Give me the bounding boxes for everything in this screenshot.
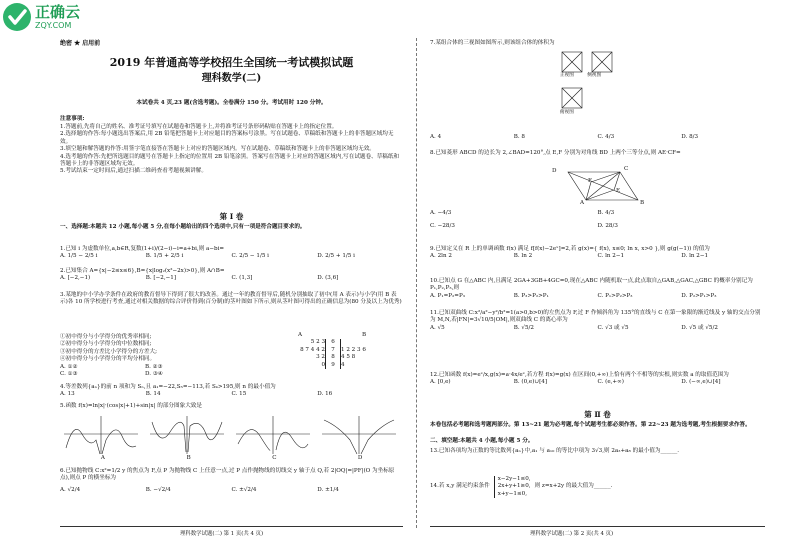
q9-stem: 9.已知定义在 R 上的单调函数 f(x) 满足 f[f(x)−2eˣ]=2,若 g(x)={ f(x), x≤0; ln x, x>0 },则 g(g(−1)) 的值为	[430, 246, 710, 252]
q5-graph-labels	[60, 455, 403, 462]
q12-option-c: C. (e,+∞)	[597, 379, 624, 386]
q4-stem: 4.等差数列{aₙ}的前 n 项和为 Sₙ,且 a₁=−22,S₅=−113,若 Sₖ>195,则 n 的最小值为	[60, 384, 276, 390]
notes-list	[60, 124, 403, 176]
q8-stem: 8.已知菱形 ABCD 的边长为 2,∠BAD=120°,点 E,F 分别为对角线 BD 上两个三等分点,则 AE·CF=	[430, 150, 681, 156]
page-divider	[416, 38, 417, 528]
q5-graphs	[60, 414, 403, 460]
q6-stem: 6.已知抛物线 C:x²=1/2 y 的焦点为 F,点 P 为抛物线 C 上任意一点,过 P 点作抛物线的切线交 y 轴于点 Q,若 2|OQ|=|PF|(O 为坐标原点),则点 P 的横坐标为	[60, 468, 395, 482]
notes-heading: 注意事项:	[60, 116, 85, 122]
footer-rule	[430, 526, 765, 527]
question-2	[60, 268, 403, 283]
point-a: A	[580, 200, 585, 206]
stem-leaf-head-b: B	[361, 332, 367, 338]
q11-option-b: B. √5/2	[513, 324, 534, 331]
q10-option-b: B. P₃>P₂>P₁	[513, 292, 549, 299]
q3-option-d: D. ③④	[145, 370, 163, 377]
q7-stem: 7.某组合体的三视图如图所示,则该组合体的体积为	[430, 40, 555, 46]
q14-constraint: x−2y−1≤0,	[497, 476, 531, 482]
point-e: E	[616, 188, 621, 194]
leaf-a: 8 7 4 4 2	[300, 346, 325, 353]
q11-option-c: C. √3 或 √5	[597, 324, 629, 331]
leaf-b: 4	[341, 361, 345, 368]
q6-option-b: B. −√2/4	[145, 486, 171, 493]
q5-label-d: D	[357, 455, 363, 461]
question-14	[430, 476, 765, 498]
section-2-heading: 二、填空题:本题共 4 小题,每小题 5 分。	[430, 438, 534, 444]
q9-option-c: C. ln 2−1	[597, 253, 625, 260]
question-9	[430, 246, 765, 261]
q5-label-c: C	[272, 455, 277, 461]
stem: 9	[325, 362, 341, 369]
stem: 8	[325, 354, 341, 361]
question-11	[430, 310, 765, 332]
front-view-label: 正视图	[560, 73, 574, 78]
q4-option-c: C. 15	[231, 391, 247, 398]
logo-name: 正确云	[35, 2, 81, 21]
q12-option-d: D. (−∞,e)∪[4]	[681, 379, 721, 386]
q7-options	[430, 134, 765, 141]
top-view-label: 俯视图	[560, 110, 574, 115]
checkmark-logo-icon	[2, 2, 32, 32]
q7-option-d: D. 8/3	[681, 134, 699, 140]
question-3	[60, 292, 403, 307]
q8-option-a: A. −4/3	[430, 210, 452, 216]
logo-domain: ZQY.COM	[35, 20, 72, 30]
note-item: 3.填空题和解答题的作答:用签字笔直接答在答题卡上对应的答题区域内。写在试题卷、草稿纸和答题卡上的非答题区域均无效。	[60, 146, 375, 153]
q3-statement: ②初中得分与小学得分的中位数相同;	[60, 341, 152, 348]
q9-option-b: B. ln 2	[513, 253, 533, 260]
question-8	[430, 150, 765, 157]
q7-option-a: A. 4	[430, 134, 442, 140]
q8-option-d: D. 28/3	[597, 223, 618, 230]
q5-label-a: A	[100, 455, 105, 461]
q3-option-c: C. ①③	[60, 370, 78, 377]
leaf-a: 3 2	[316, 354, 325, 361]
q14-constraints	[494, 476, 531, 498]
q11-option-d: D. √5 或 √5/2	[681, 324, 718, 331]
q3-statement: ④初中得分与小学得分的平均分相同。	[60, 356, 156, 363]
q11-stem: 11.已知双曲线 C:x²/a²−y²/b²=1(a>0,b>0)的左焦点为 F,过 F 作倾斜角为 135°的直线与 C 在第一象限的渐近线及 y 轴的交点分别为 M,N,若|FN|=3√10/5|OM|,则双曲线 C 的离心率为	[430, 310, 761, 324]
volume-2-note: 本卷包括必考题和选考题两部分。第 13~21 题为必考题,每个试题考生都必须作答。第 22~23 题为选考题,考生根据要求作答。	[430, 422, 751, 428]
q12-stem: 12.已知函数 f(x)=eˣ/x,g(x)=a·4x/eˣ,若方程 f(x)=g(x) 在区间(0,+∞)上恰有两个不相等的实根,则实数 a 的取值范围为	[430, 372, 729, 378]
q3-stem: 3.某地的中小学办学条件在政府的教育督导下得到了很大的改善。通过一年的教育督导后,随机分别抽取了初中(用 A 表示)与小学(用 B 表示)各 10 所学校进行考查,通过对相关数据的综合评价得到(百分制)的茎叶图如下所示,则从茎叶图可得出的正确信息为(80 分及以上为优秀)	[60, 292, 402, 306]
question-10	[430, 278, 765, 300]
q14-constraint: 2x+y+1≥0,	[497, 483, 531, 490]
q9-option-d: D. ln 2−1	[681, 253, 709, 260]
side-view-label: 侧视图	[587, 73, 602, 78]
q4-option-b: B. 14	[145, 391, 161, 398]
point-d: D	[552, 168, 557, 174]
q3-statement: ③初中得分的方差比小学得分的方差大;	[60, 348, 157, 355]
stem-leaf-head-a: A	[297, 332, 303, 338]
q3-option-b: B. ②③	[145, 363, 163, 370]
left-page	[60, 0, 403, 551]
q2-stem: 2.已知集合 A={x|−2≤x≤6},B={x|log₂(x²−2x)>0},则 A∩B=	[60, 268, 225, 274]
section-1-heading: 一、选择题:本题共 12 小题,每小题 5 分,在每小题给出的四个选项中,只有一项是符合题目要求的。	[60, 224, 306, 230]
leaf-b: 1 2 2 3 6	[341, 346, 366, 353]
stem: 7	[325, 347, 341, 354]
q1-option-d: D. 2/5 + 1/5 i	[317, 253, 355, 260]
q14-tail: 则 z=x+2y 的最大值为______.	[534, 483, 613, 490]
q3-statement: ①初中得分与小学得分的优秀率相同;	[60, 334, 152, 340]
stem: 6	[325, 339, 341, 346]
q8-option-c: C. −28/3	[430, 223, 455, 230]
q1-option-a: A. 1/5 − 2/5 i	[60, 253, 98, 260]
exam-subtitle: 理科数学(二)	[201, 73, 262, 84]
q2-option-b: B. [−2,−1]	[145, 275, 177, 282]
q1-option-c: C. 2/5 − 1/5 i	[231, 253, 269, 260]
question-12	[430, 372, 765, 387]
leaf-a: 5 2 3	[310, 339, 325, 346]
note-item: 5.考试结束一定时间后,通过扫描二维码查看考题视频讲解。	[60, 168, 207, 175]
q10-option-d: D. P₂>P₁>P₃	[681, 292, 717, 299]
question-5	[60, 403, 403, 410]
q12-option-b: B. (0,e)∪[4]	[513, 379, 548, 386]
question-1	[60, 246, 403, 261]
q14-constraint: x+y−1≤0,	[497, 490, 527, 497]
q14-stem: 14.若 x,y 满足约束条件	[430, 483, 490, 490]
q11-option-a: A. √5	[430, 324, 445, 331]
question-13: 13.已知各项均为正数的等比数列{aₙ}中,a₁ 与 a₁₀ 的等比中项为 3√3,则 2a₃+a₈ 的最小值为______.	[430, 448, 680, 454]
exam-meta: 本试卷共 4 页,23 题(含选考题)。全卷满分 150 分。考试用时 120 分钟。	[136, 100, 327, 106]
leaf-a: 0	[321, 361, 325, 368]
q10-option-c: C. P₁>P₂>P₃	[597, 292, 633, 299]
confidential-mark: 绝密 ★ 启用前	[60, 40, 101, 47]
point-f: F	[588, 178, 592, 184]
leaf-b	[341, 339, 391, 346]
q12-option-a: A. [0,e)	[430, 379, 451, 386]
note-item: 1.答题前,先将自己的姓名、准考证号填写在试题卷和答题卡上,并将准考证号条形码粘贴在答题卡上的指定位置。	[60, 124, 338, 130]
footer-rule	[60, 526, 403, 527]
question-7	[430, 40, 765, 47]
q8-option-b: B. 4/3	[597, 210, 615, 216]
q4-option-d: D. 16	[317, 391, 333, 398]
q6-option-d: D. ±1/4	[317, 486, 339, 493]
right-page	[430, 0, 765, 551]
q9-option-a: A. 2ln 2	[430, 253, 452, 260]
q1-stem: 1.已知 i 为虚数单位,a,b∈R,复数(1+i)/(2−i)−i=a+bi,则 a−bi=	[60, 246, 225, 252]
point-c: C	[624, 166, 629, 172]
leaf-b: 4 5 8	[341, 354, 356, 361]
q2-option-a: A. [−2,−1)	[60, 275, 91, 282]
q1-option-b: B. 1/5 + 2/5 i	[145, 253, 184, 260]
q5-label-b: B	[186, 455, 191, 461]
note-item: 4.选考题的作答:先把所选题目的题号在答题卡上指定的位置用 2B 铅笔涂黑。答案写在答题卡上对应的答题区域内,写在试题卷、草稿纸和答题卡上的非答题区域均无效。	[60, 153, 400, 167]
note-item: 2.选择题的作答:每小题选出答案后,用 2B 铅笔把答题卡上对应题目的答案标号涂黑。写在试题卷、草稿纸和答题卡上的非答题区域均无效。	[60, 131, 394, 145]
q10-stem: 10.已知点 G 在△ABC 内,且满足 2GA+3GB+4GC=0,现在△ABC 内随机取一点,此点取自△GAB,△GAC,△GBC 的概率分别记为 P₁,P₂,P₃,则	[430, 278, 753, 292]
question-6	[60, 468, 403, 494]
question-4	[60, 384, 403, 399]
q3-option-a: A. ①②	[60, 363, 78, 370]
q7-view-labels	[560, 73, 640, 79]
q7-option-c: C. 4/3	[597, 134, 615, 140]
q10-option-a: A. P₁=P₂=P₃	[430, 292, 465, 299]
q6-option-a: A. √2/4	[60, 486, 81, 493]
volume-2-heading: 第 Ⅱ 卷	[584, 410, 611, 419]
q7-option-b: B. 8	[513, 134, 525, 140]
stem-leaf-plot	[275, 332, 395, 369]
q2-option-c: C. (1,3]	[231, 275, 253, 282]
page-footer-left: 理科数学试题(二) 第 1 页(共 4 页)	[180, 531, 264, 537]
q6-option-c: C. ±√2/4	[231, 486, 257, 493]
q8-options	[430, 210, 765, 231]
q2-option-d: D. (3,6]	[317, 275, 339, 282]
q3-statements	[60, 334, 240, 378]
volume-1-heading: 第 Ⅰ 卷	[219, 212, 244, 221]
q5-stem: 5.函数 f(x)=ln|x|·(cos|x|+1)+sin|x| 的部分图象大致是	[60, 403, 202, 409]
exam-title: 2019 年普通高等学校招生全国统一考试模拟试题	[109, 56, 354, 69]
q4-option-a: A. 13	[60, 391, 75, 398]
point-b: B	[640, 200, 645, 206]
page-footer-right: 理科数学试题(二) 第 2 页(共 4 页)	[530, 531, 614, 537]
